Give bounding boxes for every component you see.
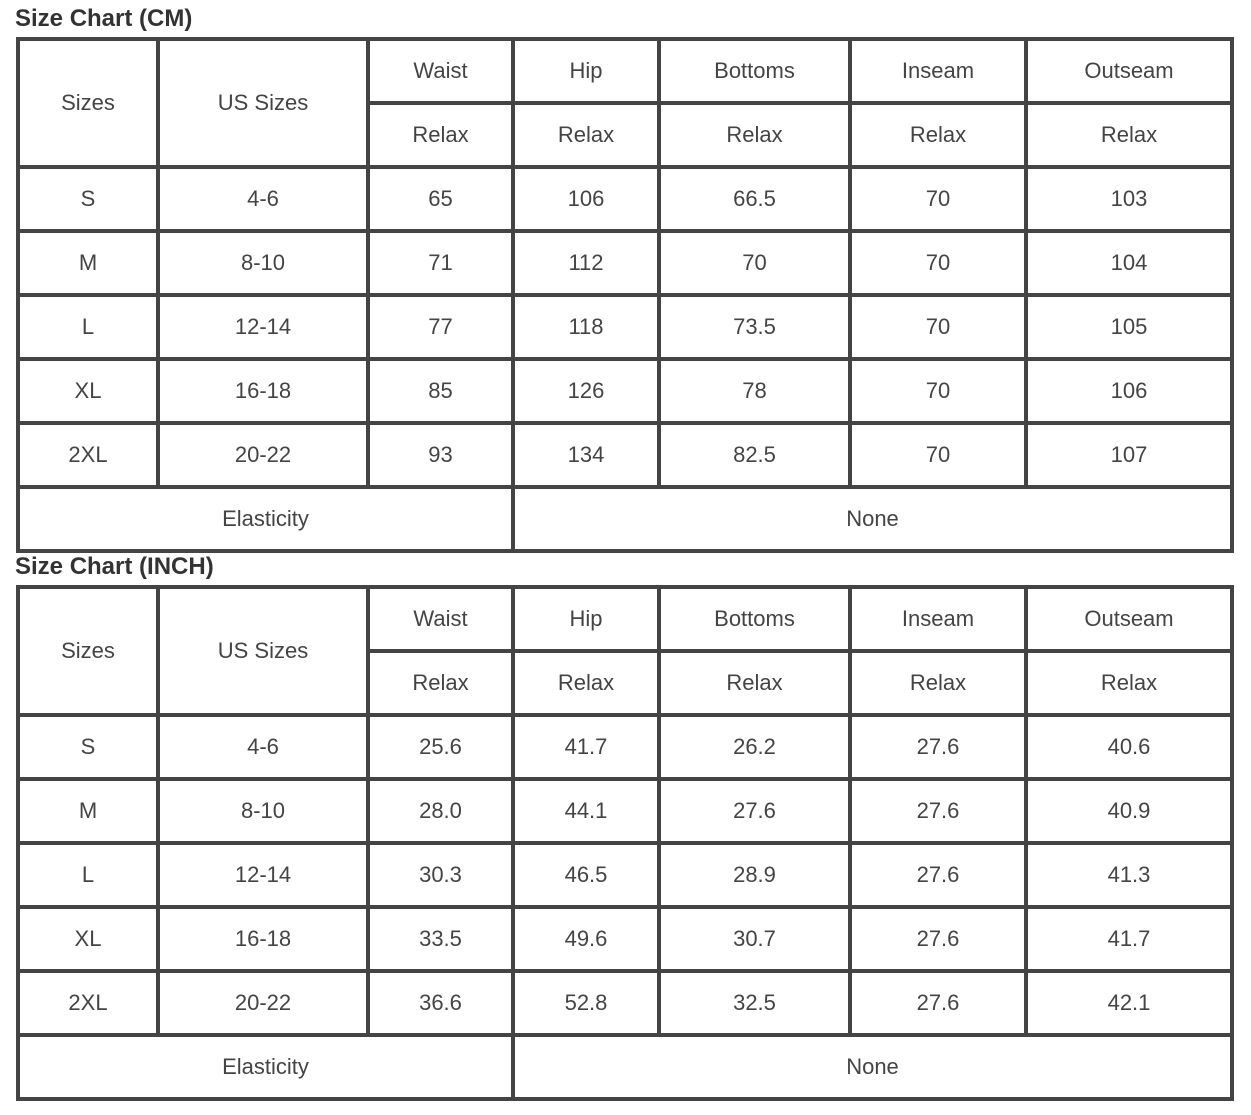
header-row	[18, 39, 1232, 103]
sizes-header: Sizes	[18, 39, 158, 167]
bottoms-header: Bottoms	[659, 587, 850, 651]
hip-cell: 52.8	[513, 971, 659, 1035]
inseam-cell: 70	[850, 167, 1026, 231]
inseam-header: Inseam	[850, 587, 1026, 651]
table-row	[18, 971, 1232, 1035]
size-chart-inch-title: Size Chart (INCH)	[15, 553, 214, 580]
table-row	[18, 843, 1232, 907]
size-cell: M	[18, 231, 158, 295]
hip-cell: 41.7	[513, 715, 659, 779]
inseam-cell: 70	[850, 359, 1026, 423]
outseam-cell: 41.7	[1026, 907, 1232, 971]
inseam-cell: 27.6	[850, 843, 1026, 907]
waist-cell: 77	[368, 295, 513, 359]
size-cell: M	[18, 779, 158, 843]
table-row	[18, 295, 1232, 359]
bottoms-subheader: Relax	[659, 103, 850, 167]
hip-cell: 49.6	[513, 907, 659, 971]
table-row	[18, 715, 1232, 779]
bottoms-cell: 78	[659, 359, 850, 423]
bottoms-cell: 82.5	[659, 423, 850, 487]
table-row	[18, 231, 1232, 295]
inseam-cell: 70	[850, 295, 1026, 359]
inseam-cell: 70	[850, 423, 1026, 487]
elasticity-row	[18, 1035, 1232, 1099]
bottoms-cell: 70	[659, 231, 850, 295]
elasticity-label: Elasticity	[18, 487, 513, 551]
size-cell: 2XL	[18, 971, 158, 1035]
us-size-cell: 20-22	[158, 971, 368, 1035]
outseam-header: Outseam	[1026, 587, 1232, 651]
us-size-cell: 16-18	[158, 907, 368, 971]
us-size-cell: 8-10	[158, 231, 368, 295]
us-size-cell: 4-6	[158, 167, 368, 231]
waist-cell: 30.3	[368, 843, 513, 907]
us-size-cell: 20-22	[158, 423, 368, 487]
waist-header: Waist	[368, 39, 513, 103]
hip-cell: 44.1	[513, 779, 659, 843]
inseam-cell: 70	[850, 231, 1026, 295]
waist-cell: 36.6	[368, 971, 513, 1035]
size-cell: L	[18, 295, 158, 359]
waist-cell: 85	[368, 359, 513, 423]
outseam-cell: 106	[1026, 359, 1232, 423]
waist-cell: 71	[368, 231, 513, 295]
table-row	[18, 167, 1232, 231]
inseam-header: Inseam	[850, 39, 1026, 103]
waist-subheader: Relax	[368, 103, 513, 167]
size-chart-inch-table	[16, 585, 1234, 1101]
inseam-cell: 27.6	[850, 971, 1026, 1035]
size-cell: S	[18, 167, 158, 231]
table-row	[18, 359, 1232, 423]
bottoms-subheader: Relax	[659, 651, 850, 715]
size-cell: S	[18, 715, 158, 779]
bottoms-cell: 32.5	[659, 971, 850, 1035]
outseam-cell: 40.6	[1026, 715, 1232, 779]
bottoms-cell: 66.5	[659, 167, 850, 231]
header-row	[18, 587, 1232, 651]
sizes-header: Sizes	[18, 587, 158, 715]
us-sizes-header: US Sizes	[158, 39, 368, 167]
us-size-cell: 8-10	[158, 779, 368, 843]
hip-subheader: Relax	[513, 103, 659, 167]
waist-cell: 28.0	[368, 779, 513, 843]
inseam-cell: 27.6	[850, 715, 1026, 779]
inseam-cell: 27.6	[850, 907, 1026, 971]
outseam-cell: 42.1	[1026, 971, 1232, 1035]
size-cell: 2XL	[18, 423, 158, 487]
table-row	[18, 423, 1232, 487]
us-size-cell: 16-18	[158, 359, 368, 423]
waist-cell: 65	[368, 167, 513, 231]
bottoms-cell: 30.7	[659, 907, 850, 971]
bottoms-cell: 73.5	[659, 295, 850, 359]
waist-header: Waist	[368, 587, 513, 651]
waist-cell: 93	[368, 423, 513, 487]
elasticity-value: None	[513, 487, 1232, 551]
size-cell: XL	[18, 907, 158, 971]
outseam-cell: 104	[1026, 231, 1232, 295]
inseam-subheader: Relax	[850, 651, 1026, 715]
size-cell: L	[18, 843, 158, 907]
us-sizes-header: US Sizes	[158, 587, 368, 715]
waist-cell: 33.5	[368, 907, 513, 971]
waist-subheader: Relax	[368, 651, 513, 715]
size-cell: XL	[18, 359, 158, 423]
outseam-cell: 107	[1026, 423, 1232, 487]
us-size-cell: 4-6	[158, 715, 368, 779]
bottoms-cell: 28.9	[659, 843, 850, 907]
us-size-cell: 12-14	[158, 843, 368, 907]
outseam-cell: 41.3	[1026, 843, 1232, 907]
us-size-cell: 12-14	[158, 295, 368, 359]
hip-subheader: Relax	[513, 651, 659, 715]
elasticity-row	[18, 487, 1232, 551]
outseam-header: Outseam	[1026, 39, 1232, 103]
waist-cell: 25.6	[368, 715, 513, 779]
inseam-cell: 27.6	[850, 779, 1026, 843]
hip-cell: 118	[513, 295, 659, 359]
table-row	[18, 907, 1232, 971]
hip-header: Hip	[513, 39, 659, 103]
table-row	[18, 779, 1232, 843]
elasticity-value: None	[513, 1035, 1232, 1099]
outseam-cell: 105	[1026, 295, 1232, 359]
bottoms-cell: 26.2	[659, 715, 850, 779]
outseam-cell: 103	[1026, 167, 1232, 231]
hip-cell: 106	[513, 167, 659, 231]
outseam-subheader: Relax	[1026, 651, 1232, 715]
outseam-cell: 40.9	[1026, 779, 1232, 843]
hip-cell: 134	[513, 423, 659, 487]
bottoms-cell: 27.6	[659, 779, 850, 843]
size-chart-cm-title: Size Chart (CM)	[15, 5, 193, 32]
inseam-subheader: Relax	[850, 103, 1026, 167]
hip-cell: 126	[513, 359, 659, 423]
elasticity-label: Elasticity	[18, 1035, 513, 1099]
hip-header: Hip	[513, 587, 659, 651]
hip-cell: 112	[513, 231, 659, 295]
outseam-subheader: Relax	[1026, 103, 1232, 167]
bottoms-header: Bottoms	[659, 39, 850, 103]
size-chart-cm-table	[16, 37, 1234, 553]
hip-cell: 46.5	[513, 843, 659, 907]
